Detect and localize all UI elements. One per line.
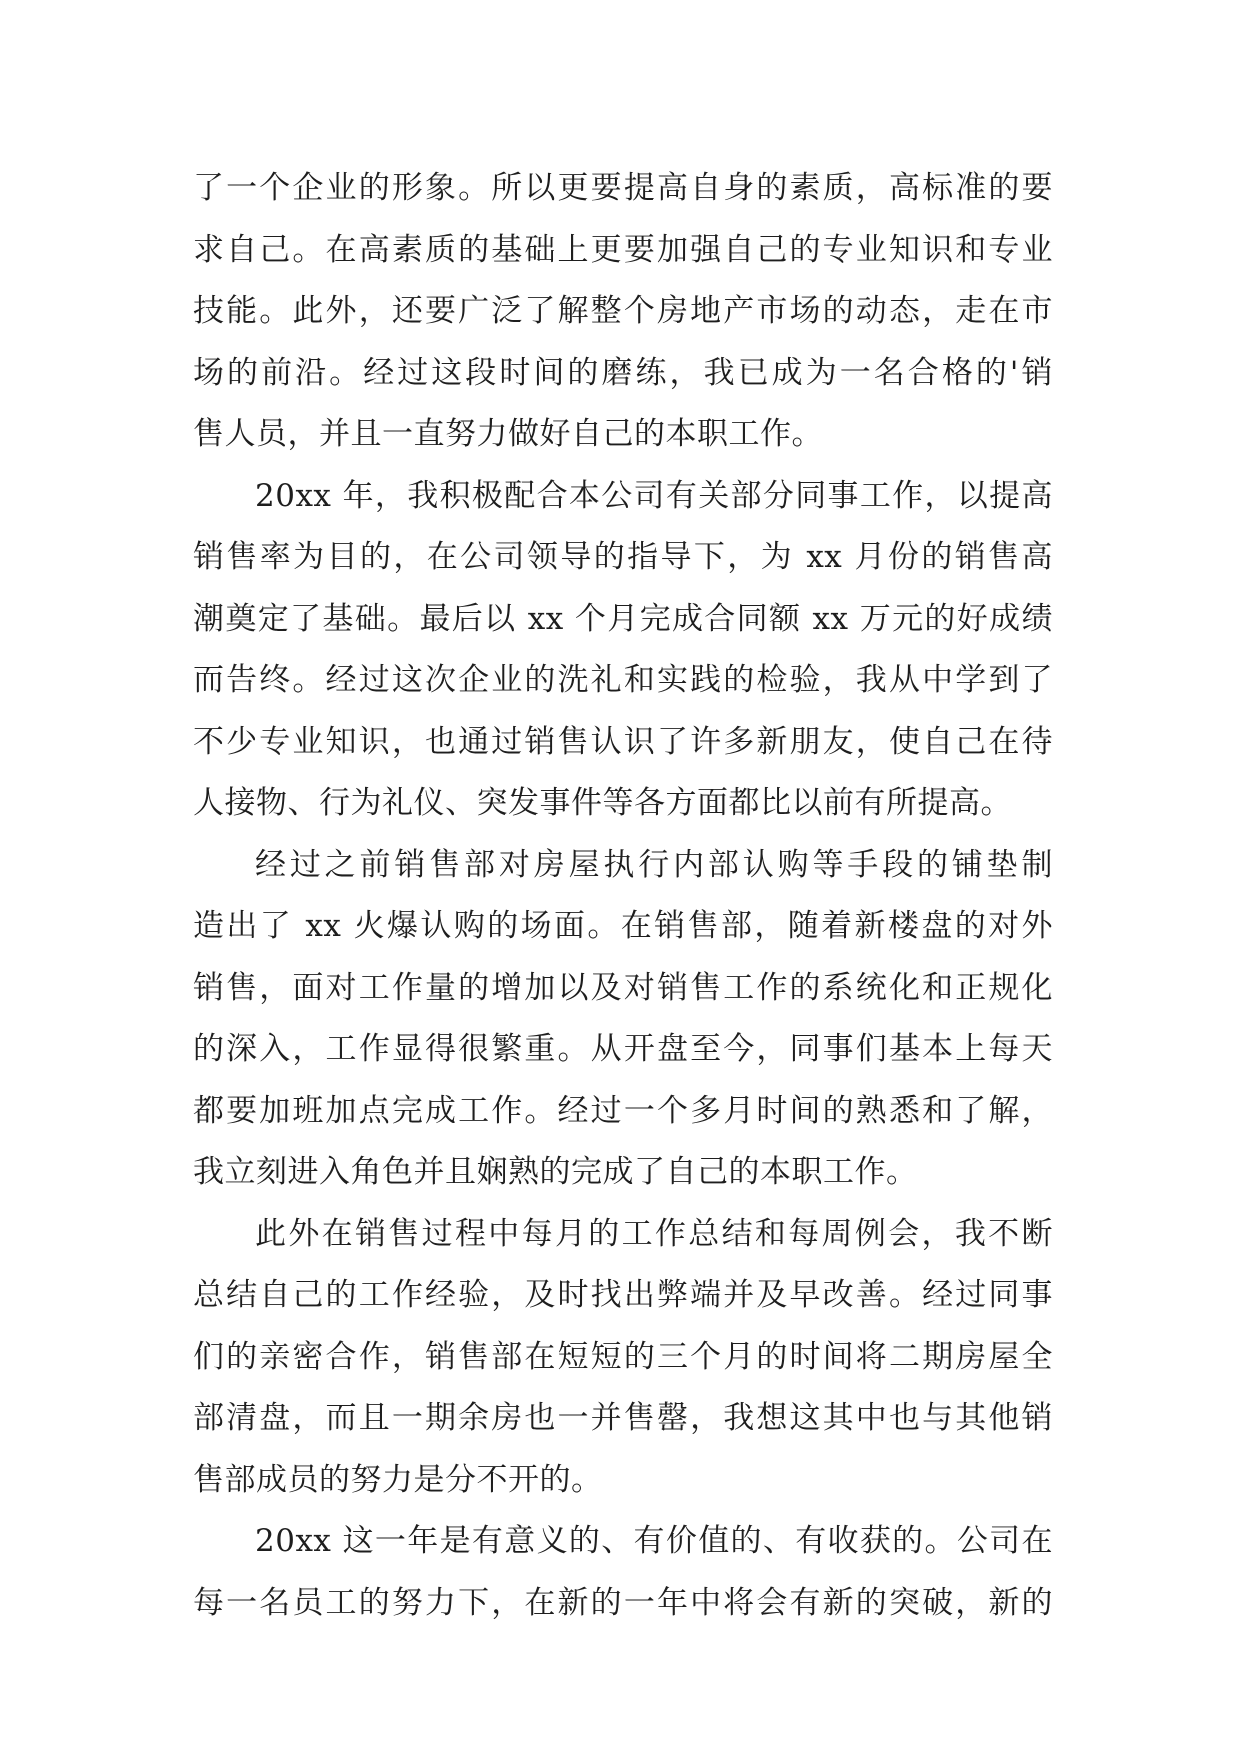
text-line: 不少专业知识，也通过销售认识了许多新朋友，使自己在待 <box>193 723 1053 760</box>
text-line: 我立刻进入角色并且娴熟的完成了自己的本职工作。 <box>193 1154 918 1190</box>
paragraph-3 <box>193 835 1053 1204</box>
document-body <box>193 158 1053 1634</box>
text-line: 售人员，并且一直努力做好自己的本职工作。 <box>193 416 823 452</box>
text-line: 此外在销售过程中每月的工作总结和每周例会，我不断 <box>255 1215 1053 1252</box>
paragraph-4 <box>193 1204 1053 1512</box>
text-line: 销售，面对工作量的增加以及对销售工作的系统化和正规化 <box>193 969 1053 1006</box>
text-line: 都要加班加点完成工作。经过一个多月时间的熟悉和了解， <box>193 1092 1053 1129</box>
text-line: 销售率为目的，在公司领导的指导下，为 xx 月份的销售高 <box>193 539 1053 575</box>
text-line: 们的亲密合作，销售部在短短的三个月的时间将二期房屋全 <box>193 1338 1053 1375</box>
text-line: 20xx 年，我积极配合本公司有关部分同事工作，以提高 <box>255 477 1053 514</box>
paragraph-5 <box>193 1511 1053 1634</box>
text-line: 售部成员的努力是分不开的。 <box>193 1461 603 1498</box>
text-line: 人接物、行为礼仪、突发事件等各方面都比以前有所提高。 <box>193 785 1012 821</box>
text-line: 20xx 这一年是有意义的、有价值的、有收获的。公司在 <box>255 1523 1053 1559</box>
text-line: 场的前沿。经过这段时间的磨练，我已成为一名合格的'销 <box>193 354 1053 391</box>
text-line: 部清盘，而且一期余房也一并售罄，我想这其中也与其他销 <box>193 1400 1053 1436</box>
text-line: 了一个企业的形象。所以更要提高自身的素质，高标准的要 <box>193 170 1053 206</box>
paragraph-1 <box>193 158 1053 466</box>
text-line: 每一名员工的努力下，在新的一年中将会有新的突破，新的 <box>193 1584 1053 1621</box>
text-line: 潮奠定了基础。最后以 xx 个月完成合同额 xx 万元的好成绩 <box>193 600 1053 637</box>
text-line: 求自己。在高素质的基础上更要加强自己的专业知识和专业 <box>193 231 1053 268</box>
paragraph-2 <box>193 466 1053 835</box>
text-line: 的深入，工作显得很繁重。从开盘至今，同事们基本上每天 <box>193 1031 1053 1067</box>
text-line: 总结自己的工作经验，及时找出弊端并及早改善。经过同事 <box>193 1277 1053 1313</box>
text-line: 技能。此外，还要广泛了解整个房地产市场的动态，走在市 <box>193 293 1053 329</box>
text-line: 造出了 xx 火爆认购的场面。在销售部，随着新楼盘的对外 <box>193 908 1053 944</box>
text-line: 而告终。经过这次企业的洗礼和实践的检验，我从中学到了 <box>193 662 1053 698</box>
text-line: 经过之前销售部对房屋执行内部认购等手段的铺垫制 <box>255 846 1053 883</box>
